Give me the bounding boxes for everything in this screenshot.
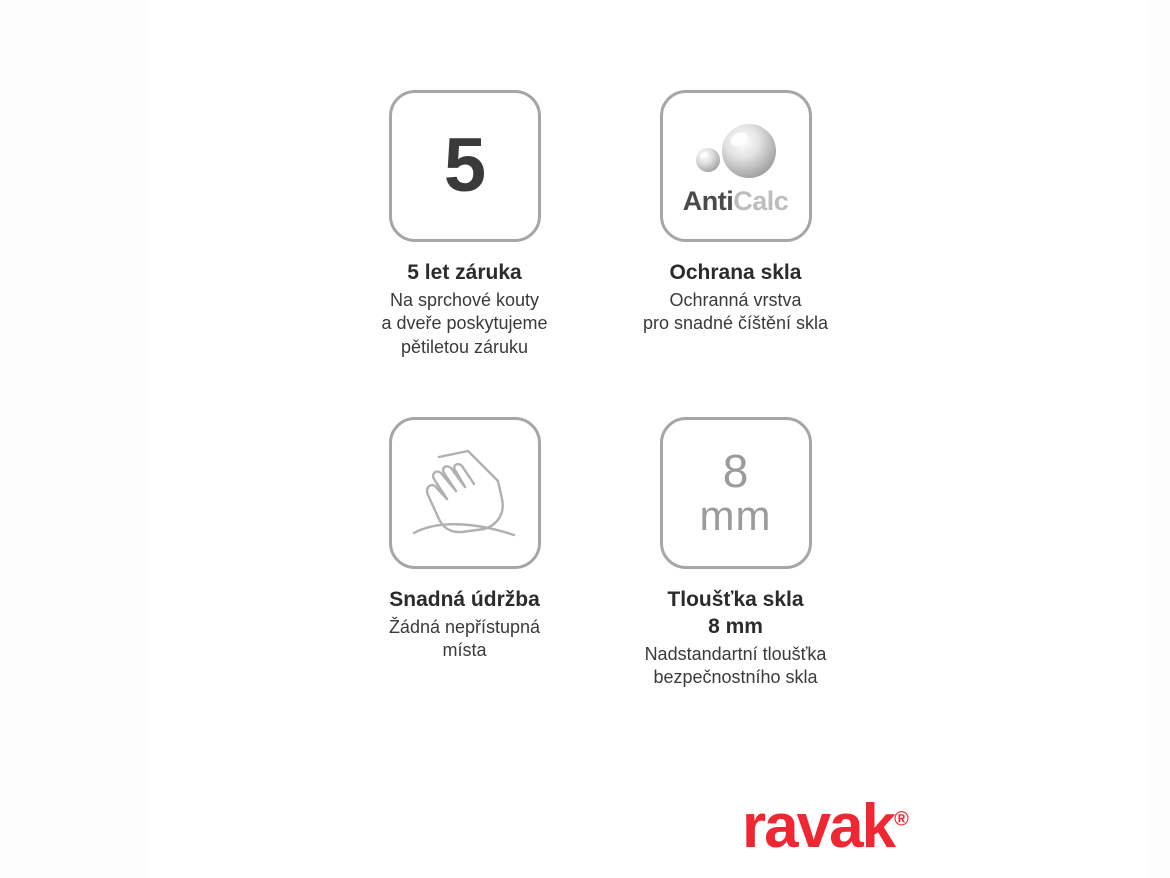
warranty-caption: [381, 260, 547, 359]
easy-maintenance-title: Snadná údržba: [389, 588, 540, 612]
glass-thickness-icon-box: [660, 417, 812, 569]
easy-maintenance-caption: [389, 587, 540, 663]
warranty-desc: Na sprchové kouty a dveře poskytujeme pětiletou záruku: [381, 289, 548, 357]
glass-protection-caption: [643, 260, 828, 336]
feature-warranty: [340, 90, 589, 359]
hand-wiping-icon: [392, 420, 538, 566]
easy-maintenance-icon-box: [389, 417, 541, 569]
anticalc-label-calc: Calc: [733, 185, 789, 216]
warranty-title: 5 let záruka: [407, 261, 522, 284]
feature-grid: [340, 90, 860, 748]
warranty-icon-box: [389, 90, 541, 242]
number-5-icon: [392, 93, 538, 239]
hand-icon-shape: [406, 437, 524, 549]
feature-glass-thickness: [611, 417, 860, 690]
left-margin: [0, 0, 148, 878]
feature-row-1: [340, 90, 860, 359]
feature-easy-maintenance: [340, 417, 589, 690]
glass-protection-title: Ochrana skla: [669, 261, 802, 284]
glass-thickness-icon: [663, 420, 809, 566]
right-margin: [1148, 0, 1170, 878]
thickness-unit: mm: [699, 492, 772, 540]
anticalc-label-anti: Anti: [682, 185, 734, 216]
ravak-logo: [742, 792, 909, 861]
glass-protection-icon-box: [660, 90, 812, 242]
logo-text: ravak: [742, 792, 895, 861]
feature-glass-protection: [611, 90, 860, 359]
glass-thickness-title: Tloušťka skla 8 mm: [667, 588, 804, 638]
easy-maintenance-desc: Žádná nepřístupná místa: [388, 616, 541, 661]
water-droplets-icon: [681, 120, 791, 184]
registered-mark: ®: [894, 808, 909, 831]
feature-row-2: [340, 417, 860, 690]
glass-protection-desc: Ochranná vrstva pro snadné číštění skla: [642, 289, 829, 334]
glass-thickness-caption: [645, 587, 827, 690]
glass-thickness-desc: Nadstandartní tloušťka bezpečnostního skla: [644, 643, 827, 688]
thickness-number: 8: [722, 445, 749, 498]
anticalc-droplet-icon: [663, 93, 809, 239]
anticalc-label: [683, 186, 789, 217]
warranty-number: 5: [443, 123, 486, 208]
